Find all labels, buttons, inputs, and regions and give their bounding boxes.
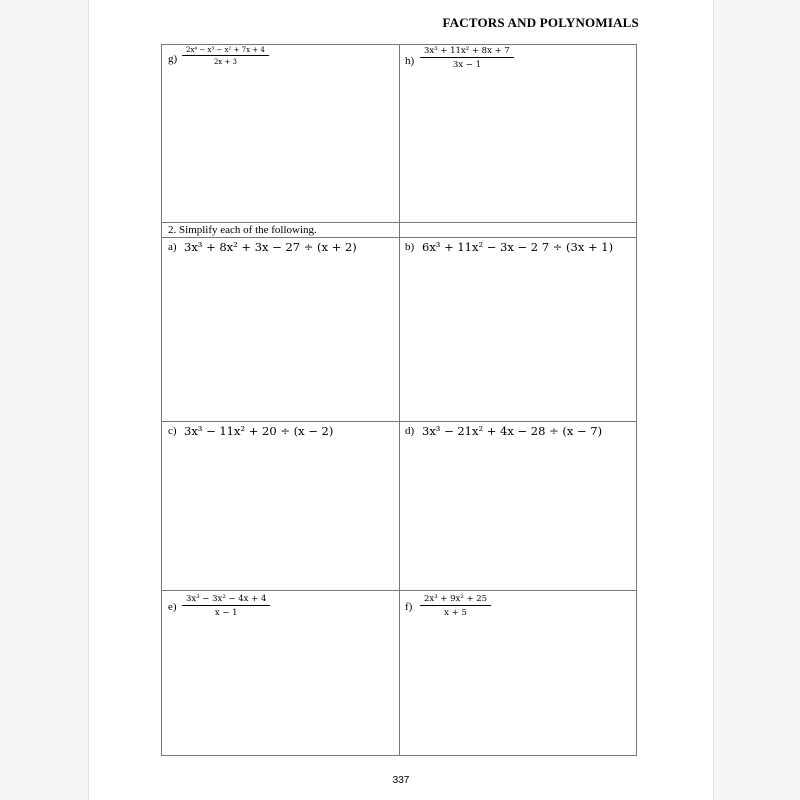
item-label-h: h) [405,55,415,67]
item-label-g: g) [168,53,178,65]
numerator: 3x³ − 3x² − 4x + 4 [182,594,270,606]
document-page [88,0,714,800]
item-label-d: d) [405,425,415,437]
expression-d: 3x³ − 21x² + 4x − 28 ÷ (x − 7) [422,424,603,438]
row-divider [162,222,636,223]
denominator: 2x + 3 [213,58,237,66]
row-divider [162,590,636,591]
item-label-f: f) [405,601,413,613]
denominator: x + 5 [444,608,467,618]
item-label-b: b) [405,241,415,253]
denominator: x − 1 [214,608,238,618]
fraction-e [182,594,270,618]
item-label-c: c) [168,425,177,437]
fraction-h [420,46,514,70]
row-divider [162,421,636,422]
denominator: 3x − 1 [452,60,481,70]
page-number: 337 [392,775,410,786]
row-divider [162,237,636,238]
page-header: FACTORS AND POLYNOMIALS [442,15,639,30]
item-label-a: a) [168,241,177,253]
item-label-e: e) [168,601,177,613]
numerator: 2x⁴ − x³ − x² + 7x + 4 [182,46,269,56]
fraction-g [182,46,269,66]
expression-a: 3x³ + 8x² + 3x − 27 ÷ (x + 2) [184,240,357,254]
column-divider [399,45,400,755]
expression-b: 6x³ + 11x² − 3x − 2 7 ÷ (3x + 1) [422,240,614,254]
fraction-f [420,594,491,618]
section-instruction: 2. Simplify each of the following. [168,224,317,236]
numerator: 2x³ + 9x² + 25 [420,594,491,606]
numerator: 3x³ + 11x² + 8x + 7 [420,46,514,58]
exercise-grid [161,44,637,756]
expression-c: 3x³ − 11x² + 20 ÷ (x − 2) [184,424,334,438]
